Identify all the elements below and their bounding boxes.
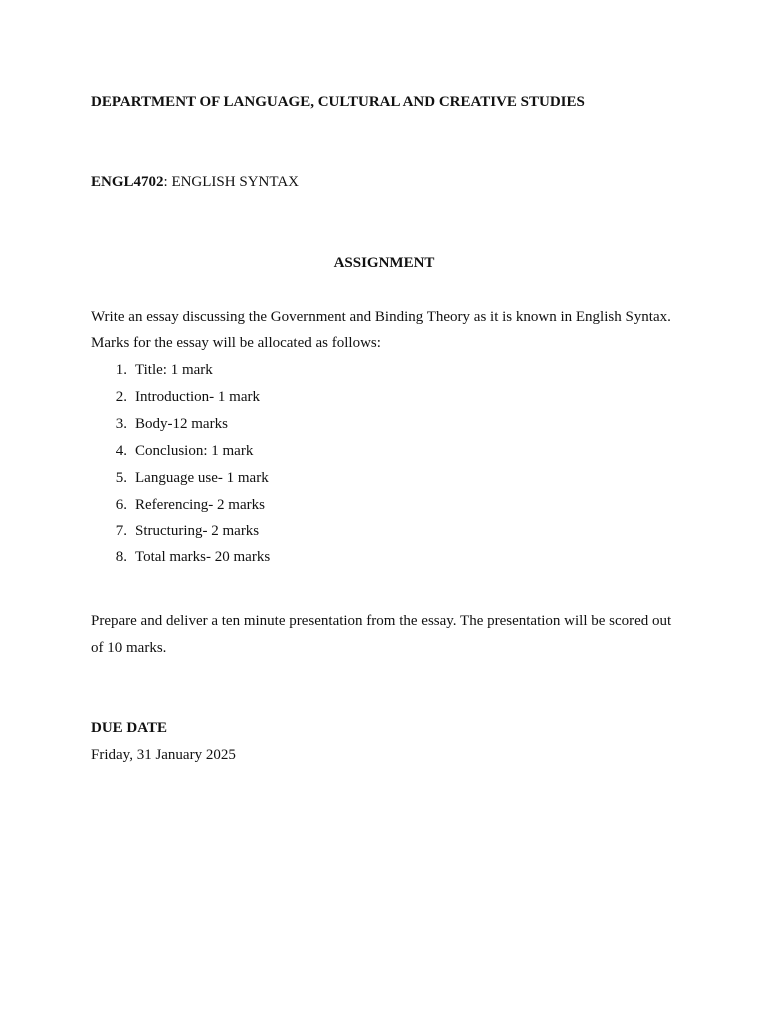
course-line <box>91 173 299 191</box>
course-separator: : <box>163 174 168 190</box>
list-item <box>91 522 259 540</box>
presentation-line-2: of 10 marks. <box>91 640 167 656</box>
list-item-text: Referencing- 2 marks <box>135 497 265 513</box>
intro-line-2: Marks for the essay will be allocated as follows: <box>91 335 381 351</box>
list-item <box>91 442 253 460</box>
assignment-heading: ASSIGNMENT <box>333 255 435 271</box>
list-item <box>91 496 265 514</box>
intro-line-1: Write an essay discussing the Government and Binding Theory as it is known in English Syntax. <box>91 309 671 325</box>
list-item <box>91 415 228 433</box>
due-date-value: Friday, 31 January 2025 <box>91 747 236 763</box>
list-item-text: Language use- 1 mark <box>135 470 269 486</box>
list-item-number: 4. <box>115 443 127 459</box>
department-heading: DEPARTMENT OF LANGUAGE, CULTURAL AND CREATIVE STUDIES <box>91 94 585 110</box>
course-code: ENGL4702 <box>91 174 164 190</box>
list-item-number: 6. <box>115 497 127 513</box>
list-item-text: Structuring- 2 marks <box>135 523 260 539</box>
list-item-number: 5. <box>115 470 127 486</box>
due-date-label: DUE DATE <box>91 720 167 736</box>
presentation-line-1: Prepare and deliver a ten minute presentation from the essay. The presentation will be scored out <box>91 613 672 629</box>
list-item-number: 7. <box>115 523 127 539</box>
list-item <box>91 361 213 379</box>
list-item-text: Conclusion: 1 mark <box>135 443 254 459</box>
list-item-number: 2. <box>115 389 127 405</box>
course-name: ENGLISH SYNTAX <box>167 174 299 190</box>
list-item-text: Body-12 marks <box>135 416 228 432</box>
list-item-text: Total marks- 20 marks <box>135 549 271 565</box>
list-item-number: 8. <box>115 549 127 565</box>
list-item <box>91 388 260 406</box>
list-item-text: Introduction- 1 mark <box>135 389 260 405</box>
list-item-text: Title: 1 mark <box>135 362 213 378</box>
list-item-number: 1. <box>115 362 127 378</box>
list-item <box>91 548 270 566</box>
list-item <box>91 469 269 487</box>
list-item-number: 3. <box>115 416 127 432</box>
